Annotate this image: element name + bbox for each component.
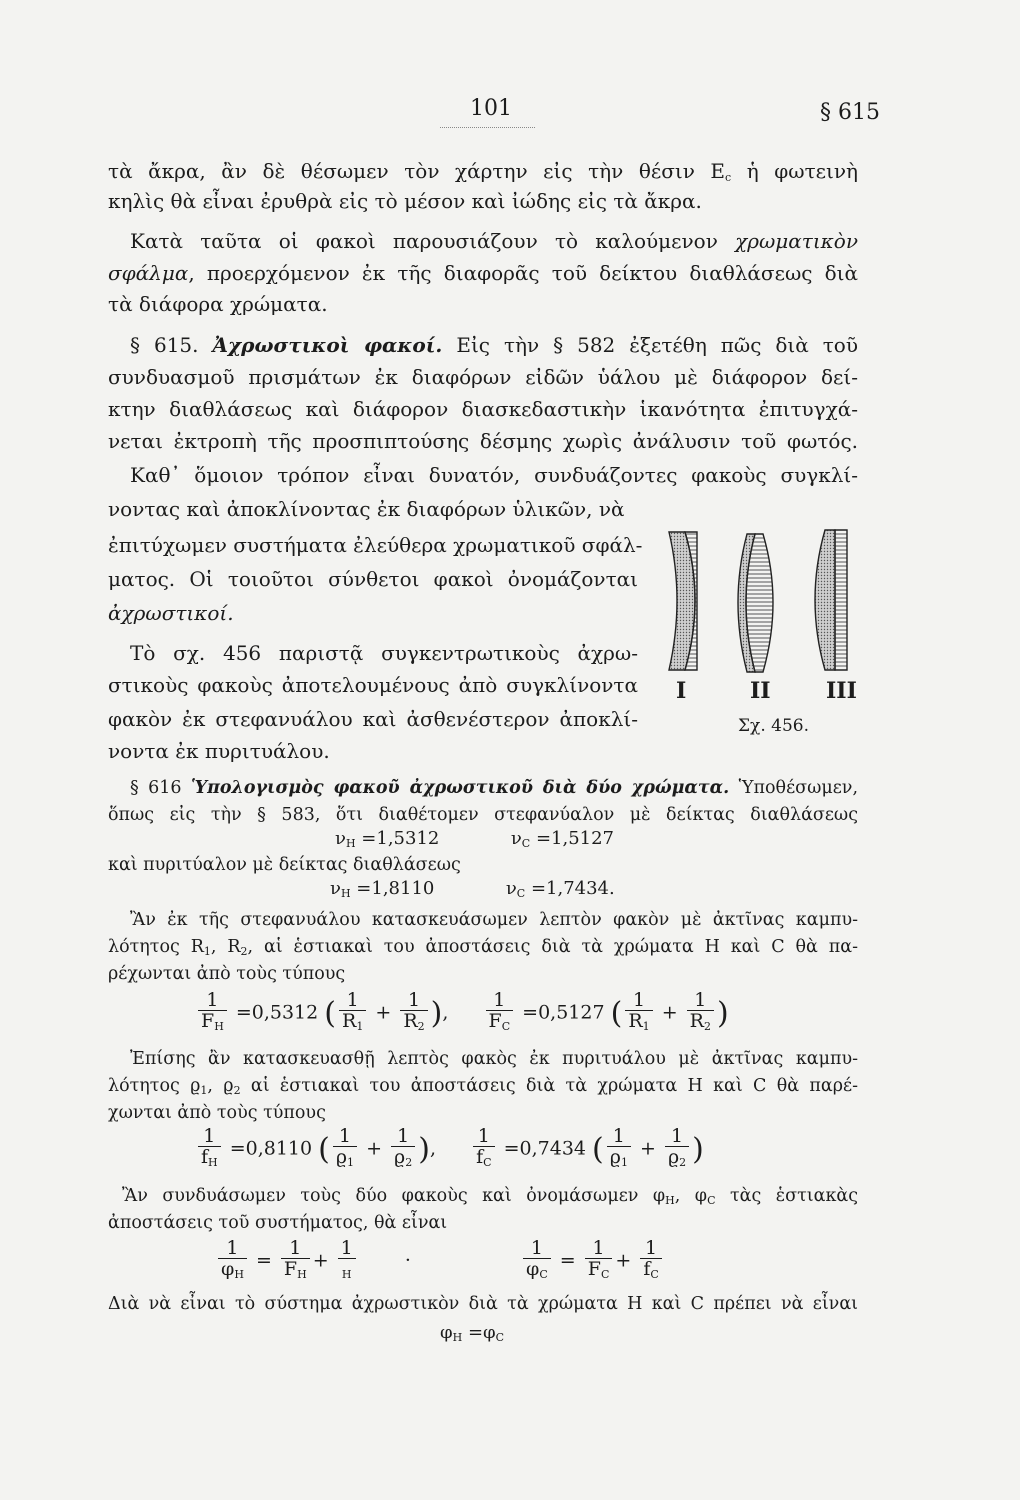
lens-label-i: I xyxy=(676,678,687,704)
lens-label-ii: II xyxy=(750,678,771,704)
text-line: ἐπιτύχωμεν συστήματα ἐλεύθερα χρωματικοῦ σφάλ- xyxy=(108,533,643,557)
text-line: Ἂν ἐκ τῆς στεφανυάλου κατασκευάσωμεν λεπτὸν φακὸν μὲ ἀκτῖνας καμπυ- xyxy=(130,910,858,930)
section-heading-616: § 616 Ὑπολογισμὸς φακοῦ ἀχρωστικοῦ διὰ δύο χρώματα. Ὑποθέσωμεν, xyxy=(130,778,859,798)
formula-flint: $\frac{1}{f_H}$ =0,8110 ( $\frac{1}{ϱ_1}$ + $\frac{1}{ϱ_2}$ ), $\frac{1}{f_C}$ =0,7434 ( $\frac{1}{ϱ_1}$ + $\frac{1}{ϱ_2}$ ) xyxy=(195,1126,704,1173)
lens-ii xyxy=(738,534,773,672)
text-line: νοντας καὶ ἀποκλίνοντας ἐκ διαφόρων ὑλικῶν, νὰ xyxy=(108,497,625,521)
page-number: 101 xyxy=(470,96,512,121)
text-line: συνδυασμοῦ πρισμάτων ἐκ διαφόρων εἰδῶν ὑάλου μὲ διάφορον δεί- xyxy=(108,365,858,389)
text-line: νοντα ἐκ πυριτυάλου. xyxy=(108,739,330,763)
text-line: νεται ἐκτροπὴ τῆς προσπιπτούσης δέσμης χωρὶς ἀνάλυσιν τοῦ φωτός. xyxy=(108,429,858,453)
section-heading-615: § 615. Ἀχρωστικοὶ φακοί. Εἰς τὴν § 582 ἐξετέθη πῶς διὰ τοῦ xyxy=(130,333,859,357)
text-line: ὅπως εἰς τὴν § 583, ὅτι διαθέτομεν στεφανύαλον μὲ δείκτας διαθλάσεως xyxy=(108,805,858,825)
text-line: κτην διαθλάσεως καὶ διάφορον διασκεδαστικὴν ἱκανότητα ἐπιτυγχά- xyxy=(108,397,858,421)
header-wavy-rule xyxy=(440,127,535,128)
text-line: σφάλμα, προερχόμενον ἐκ τῆς διαφορᾶς τοῦ δείκτου διαθλάσεως διὰ xyxy=(108,261,858,285)
text-line: Ἐπίσης ἂν κατασκευασθῇ λεπτὸς φακὸς ἐκ πυριτυάλου μὲ ἀκτῖνας καμπυ- xyxy=(130,1049,858,1069)
text-line: Ἂν συνδυάσωμεν τοὺς δύο φακοὺς καὶ ὀνομάσωμεν $\varphi_H$, $\varphi_C$ τὰς ἑστιακὰς xyxy=(122,1186,859,1207)
formula-system-c: $\frac{1}{\varphi_C}$ = $\frac{1}{F_C}$ + $\frac{1}{f_C}$ xyxy=(520,1238,665,1285)
lens-i xyxy=(669,532,697,670)
lens-iii xyxy=(815,530,847,670)
figure-caption: Σχ. 456. xyxy=(738,716,809,736)
text-line: Κατὰ ταῦτα οἱ φακοὶ παρουσιάζουν τὸ καλούμενον χρωματικὸν xyxy=(130,229,858,253)
text-line: ἀχρωστικοί. xyxy=(108,601,234,625)
flint-indices: $\nu_H =1,8110$ $\nu_C =1,7434$. xyxy=(330,878,615,900)
text-line: λότητος $ϱ_1$, $ϱ_2$ αἱ ἑστιακαὶ του ἀποστάσεις διὰ τὰ χρώματα H καὶ C θὰ παρέ- xyxy=(108,1076,858,1097)
lens-figure xyxy=(655,520,865,740)
formula-system-h: $\frac{1}{\varphi_H}$ = $\frac{1}{F_H}$ + $\frac{1}{_H}$ · xyxy=(215,1238,411,1285)
text-line: ματος. Οἱ τοιοῦτοι σύνθετοι φακοὶ ὀνομάζονται xyxy=(108,567,638,591)
text-line: τὰ ἄκρα, ἂν δὲ θέσωμεν τὸν χάρτην εἰς τὴν θέσιν $E_c$ ἡ φωτεινὴ xyxy=(108,159,858,184)
text-line: Καθ᾿ ὅμοιον τρόπον εἶναι δυνατόν, συνδυάζοντες φακοὺς συγκλί- xyxy=(130,463,858,487)
lens-label-iii: III xyxy=(826,678,857,704)
section-ref: § 615 xyxy=(820,100,880,125)
text-line: ἀποστάσεις τοῦ συστήματος, θὰ εἶναι xyxy=(108,1213,448,1233)
text-line: στικοὺς φακοὺς ἀποτελουμένους ἀπὸ συγκλίνοντα xyxy=(108,673,638,697)
text-line: φακὸν ἐκ στεφανυάλου καὶ ἀσθενέστερον ἀποκλί- xyxy=(108,707,638,731)
text-line: χωνται ἀπὸ τοὺς τύπους xyxy=(108,1103,326,1123)
text-line: λότητος $R_1$, $R_2$, αἱ ἑστιακαὶ του ἀποστάσεις διὰ τὰ χρώματα H καὶ C θὰ πα- xyxy=(108,937,859,958)
text-line: ρέχωνται ἀπὸ τοὺς τύπους xyxy=(108,964,346,984)
text-line: καὶ πυριτύαλον μὲ δείκτας διαθλάσεως xyxy=(108,855,461,875)
text-line: κηλὶς θὰ εἶναι ἐρυθρὰ εἰς τὸ μέσον καὶ ἰώδης εἰς τὰ ἄκρα. xyxy=(108,189,702,213)
formula-crown: $\frac{1}{F_H}$ =0,5312 ( $\frac{1}{R_1}$ + $\frac{1}{R_2}$ ), $\frac{1}{F_C}$ =0,5127 ( $\frac{1}{R_1}$ + $\frac{1}{R_2}$ ) xyxy=(195,990,729,1037)
achromatic-condition: $\varphi_H =\varphi_C$ xyxy=(440,1322,505,1344)
crown-indices: $\nu_H =1,5312$ $\nu_C =1,5127$ xyxy=(335,828,615,850)
text-line: Τὸ σχ. 456 παριστᾷ συγκεντρωτικοὺς ἀχρω- xyxy=(130,641,638,665)
text-line: Διὰ νὰ εἶναι τὸ σύστημα ἀχρωστικὸν διὰ τὰ χρώματα H καὶ C πρέπει νὰ εἶναι xyxy=(108,1294,858,1314)
text-line: τὰ διάφορα χρώματα. xyxy=(108,292,328,316)
